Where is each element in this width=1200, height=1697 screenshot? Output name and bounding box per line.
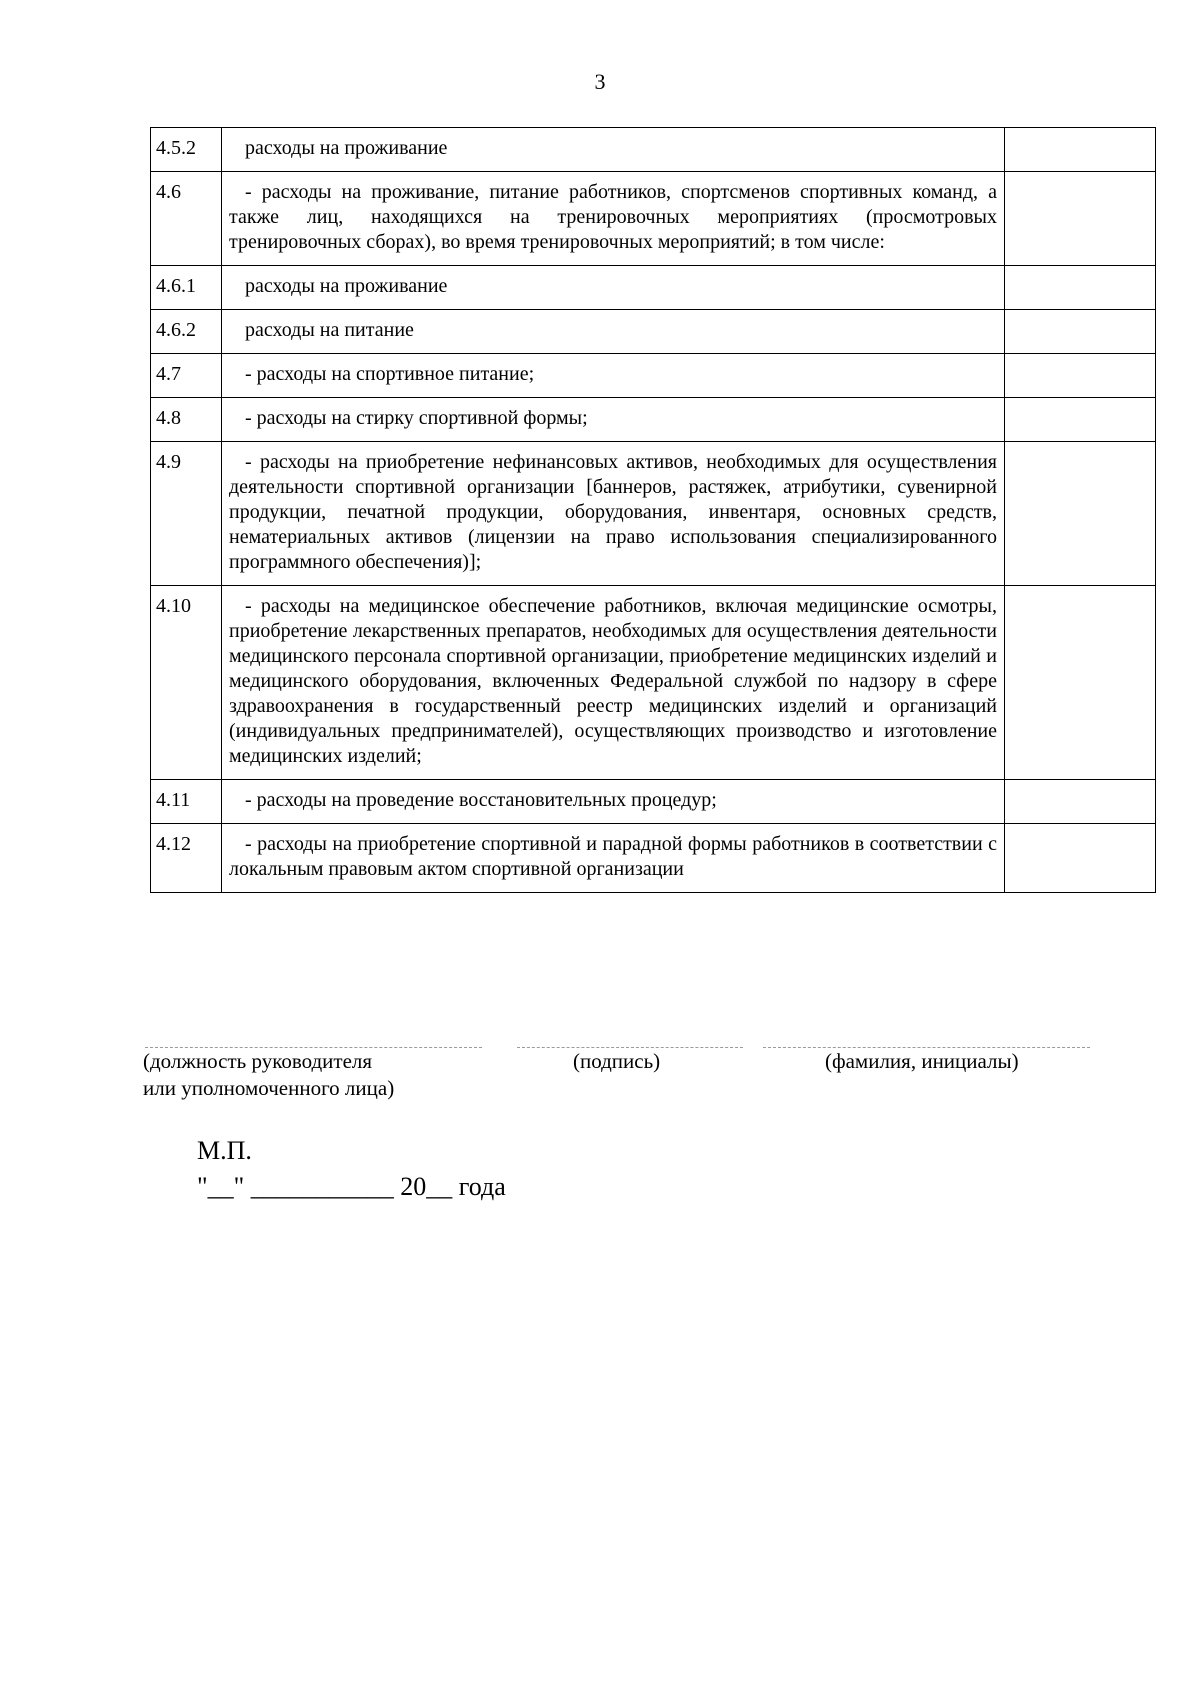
row-value-cell[interactable] (1005, 442, 1156, 586)
table-row (151, 442, 1156, 586)
table-row (151, 310, 1156, 354)
stamp-label: М.П. (197, 1136, 252, 1165)
row-description: расходы на проживание (222, 128, 1005, 172)
row-description: - расходы на проживание, питание работников, спортсменов спортивных команд, а также лиц, находящихся на тренировочных мероприятиях (просмотровых тренировочных сборах), во время тренировочных мероприятий; в том числе: (222, 172, 1005, 266)
row-value-cell[interactable] (1005, 398, 1156, 442)
table-row (151, 354, 1156, 398)
row-value-cell[interactable] (1005, 310, 1156, 354)
row-value-cell[interactable] (1005, 172, 1156, 266)
row-description: - расходы на спортивное питание; (222, 354, 1005, 398)
table-row (151, 172, 1156, 266)
row-value-cell[interactable] (1005, 128, 1156, 172)
date-line: "__" ___________ 20__ года (197, 1172, 506, 1201)
row-value-cell[interactable] (1005, 586, 1156, 780)
table-row (151, 780, 1156, 824)
row-value-cell[interactable] (1005, 266, 1156, 310)
row-number: 4.6 (151, 172, 222, 266)
signature-caption: (подпись) (573, 1049, 661, 1073)
row-description: расходы на питание (222, 310, 1005, 354)
row-number: 4.5.2 (151, 128, 222, 172)
row-number: 4.7 (151, 354, 222, 398)
page-number: 3 (594, 69, 606, 94)
expense-table (150, 127, 1156, 893)
row-number: 4.11 (151, 780, 222, 824)
row-number: 4.10 (151, 586, 222, 780)
row-description: - расходы на приобретение нефинансовых активов, необходимых для осуществления деятельности спортивной организации [баннеров, растяжек, атрибутики, сувенирной продукции, печатной продукции, оборудования, инвентаря, основных средств, нематериальных активов (лицензии на право использования специализированного программного обеспечения)]; (222, 442, 1005, 586)
row-description: расходы на проживание (222, 266, 1005, 310)
row-number: 4.9 (151, 442, 222, 586)
row-number: 4.8 (151, 398, 222, 442)
table-row (151, 586, 1156, 780)
row-description: - расходы на медицинское обеспечение работников, включая медицинские осмотры, приобретение лекарственных препаратов, необходимых для осуществления деятельности медицинского персонала спортивной организации, приобретение медицинских изделий и медицинского оборудования, включенных Федеральной службой по надзору в сфере здравоохранения в государственный реестр медицинских изделий и организаций (индивидуальных предпринимателей), осуществляющих производство и изготовление медицинских изделий; (222, 586, 1005, 780)
row-number: 4.6.2 (151, 310, 222, 354)
row-value-cell[interactable] (1005, 354, 1156, 398)
row-value-cell[interactable] (1005, 780, 1156, 824)
row-description: - расходы на приобретение спортивной и парадной формы работников в соответствии с локальным правовым актом спортивной организации (222, 824, 1005, 893)
table-row (151, 398, 1156, 442)
row-value-cell[interactable] (1005, 824, 1156, 893)
name-caption: (фамилия, инициалы) (825, 1049, 1019, 1073)
position-caption-line2: или уполномоченного лица) (143, 1076, 395, 1100)
position-caption (143, 1048, 394, 1102)
row-number: 4.12 (151, 824, 222, 893)
position-caption-line1: (должность руководителя (143, 1049, 373, 1073)
row-description: - расходы на стирку спортивной формы; (222, 398, 1005, 442)
table-row (151, 128, 1156, 172)
row-number: 4.6.1 (151, 266, 222, 310)
table-row (151, 266, 1156, 310)
table-body (151, 128, 1156, 893)
row-description: - расходы на проведение восстановительных процедур; (222, 780, 1005, 824)
table-row (151, 824, 1156, 893)
